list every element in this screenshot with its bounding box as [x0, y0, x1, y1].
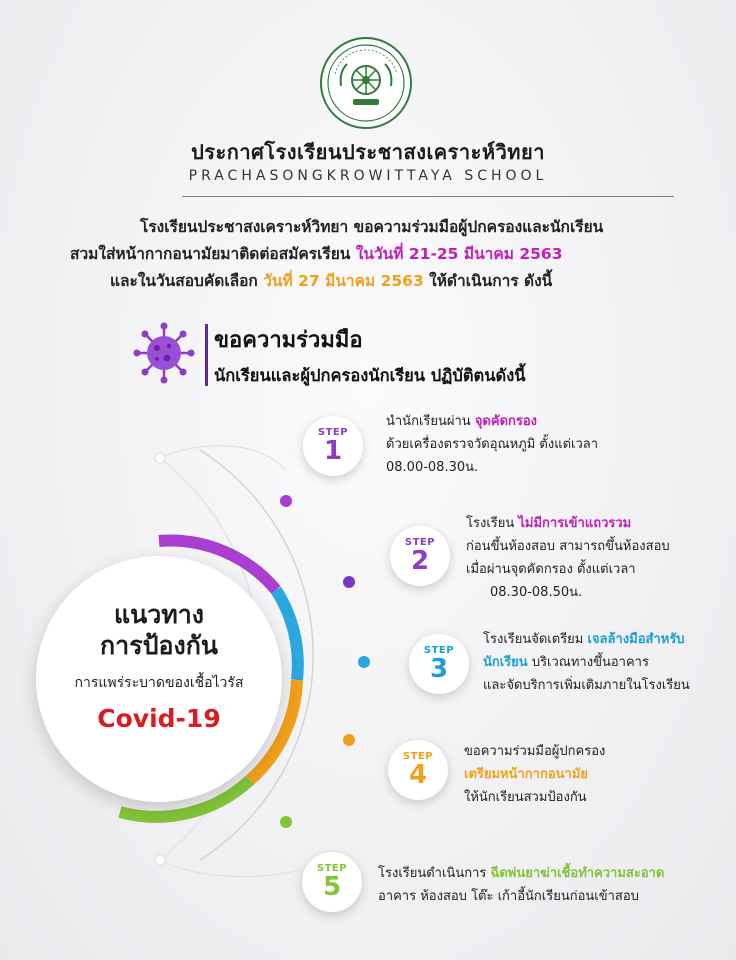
step-4-line-3: ให้นักเรียนสวมป้องกัน [464, 790, 587, 805]
step-4-number: 4 [408, 760, 428, 790]
step-2-text [466, 512, 670, 604]
step-1-line-2: ด้วยเครื่องตรวจวัดอุณหภูมิ ตั้งแต่เวลา [386, 437, 599, 452]
intro-exam-date: วันที่ 27 มีนาคม 2563 [263, 272, 424, 290]
step-5-highlight: ฉีดพ่นยาฆ่าเชื้อทำความสะอาด [490, 866, 665, 881]
step-3-line-1: โรงเรียนจัดเตรียม [483, 632, 588, 647]
school-name-en: PRACHASONGKROWITTAYA SCHOOL [188, 168, 548, 184]
step-2-line-1: โรงเรียน [466, 516, 519, 531]
step-3-line-2: บริเวณทางขึ้นอาคาร [527, 655, 649, 670]
step-2-line-4: 08.30-08.50น. [490, 585, 583, 600]
step-3-highlight-2: นักเรียน [483, 655, 528, 670]
step-2-highlight: ไม่มีการเข้าแถวรวม [518, 516, 632, 531]
hub-title-2: การป้องกัน [100, 631, 218, 660]
step-5-badge [302, 852, 362, 912]
prevention-hub-circle [36, 556, 282, 802]
announcement-title: ประกาศโรงเรียนประชาสงเคราะห์วิทยา [191, 140, 545, 164]
step-2-label: STEP [404, 537, 436, 548]
hub-subtitle: การแพร่ระบาดของเชื้อไวรัส [74, 675, 244, 691]
step-1-line-1: นำนักเรียนผ่าน [386, 414, 475, 429]
intro-line-2-text: สวมใส่หน้ากากอนามัยมาติดต่อสมัครเรียน [70, 245, 356, 263]
step-2-number: 2 [410, 546, 430, 576]
step-4-label: STEP [402, 751, 434, 762]
hub-title-1: แนวทาง [114, 600, 204, 629]
step-3-label: STEP [423, 645, 455, 656]
step-4-highlight: เตรียมหน้ากากอนามัย [464, 767, 589, 782]
step-4-text [464, 740, 605, 809]
step-2-line-2: ก่อนขึ้นห้องสอบ สามารถขึ้นห้องสอบ [466, 539, 670, 554]
step-3-text [483, 628, 690, 697]
step-3-highlight: เจลล้างมือสำหรับ [587, 632, 685, 647]
step-4-line-1: ขอความร่วมมือผู้ปกครอง [464, 744, 606, 759]
intro-line-3-text: และในวันสอบคัดเลือก [110, 272, 264, 290]
step-2-line-3: เมื่อผ่านจุดคัดกรอง ตั้งแต่เวลา [466, 562, 636, 577]
step-5-line-2: อาคาร ห้องสอบ โต๊ะ เก้าอี้นักเรียนก่อนเข้าสอบ [378, 889, 639, 904]
step-5-label: STEP [316, 863, 348, 874]
step-5-number: 5 [322, 872, 342, 902]
step-3-badge [409, 634, 469, 694]
step-1-text [386, 410, 598, 479]
step-1-badge [303, 416, 363, 476]
cooperation-heading: ขอความร่วมมือ [214, 328, 363, 353]
step-3-line-3: และจัดบริการเพิ่มเติมภายในโรงเรียน [483, 678, 690, 693]
cooperation-subheading: นักเรียนและผู้ปกครองนักเรียน ปฏิบัติตนดังนี้ [214, 366, 526, 385]
step-1-highlight: จุดคัดกรอง [474, 414, 538, 429]
step-1-number: 1 [323, 436, 343, 466]
step-2-badge [390, 526, 450, 586]
step-5-text [378, 862, 664, 908]
step-1-line-3: 08.00-08.30น. [386, 460, 479, 475]
step-1-label: STEP [317, 427, 349, 438]
intro-line-3-tail: ให้ดำเนินการ ดังนี้ [423, 272, 553, 290]
step-4-badge [388, 740, 448, 800]
intro-date-range: ในวันที่ 21-25 มีนาคม 2563 [355, 245, 563, 263]
step-3-number: 3 [429, 654, 449, 684]
intro-line-1: โรงเรียนประชาสงเคราะห์วิทยา ขอความร่วมมือผู้ปกครองและนักเรียน [140, 218, 604, 236]
step-5-line-1: โรงเรียนดำเนินการ [378, 866, 491, 881]
hub-covid-label: Covid-19 [97, 704, 221, 733]
